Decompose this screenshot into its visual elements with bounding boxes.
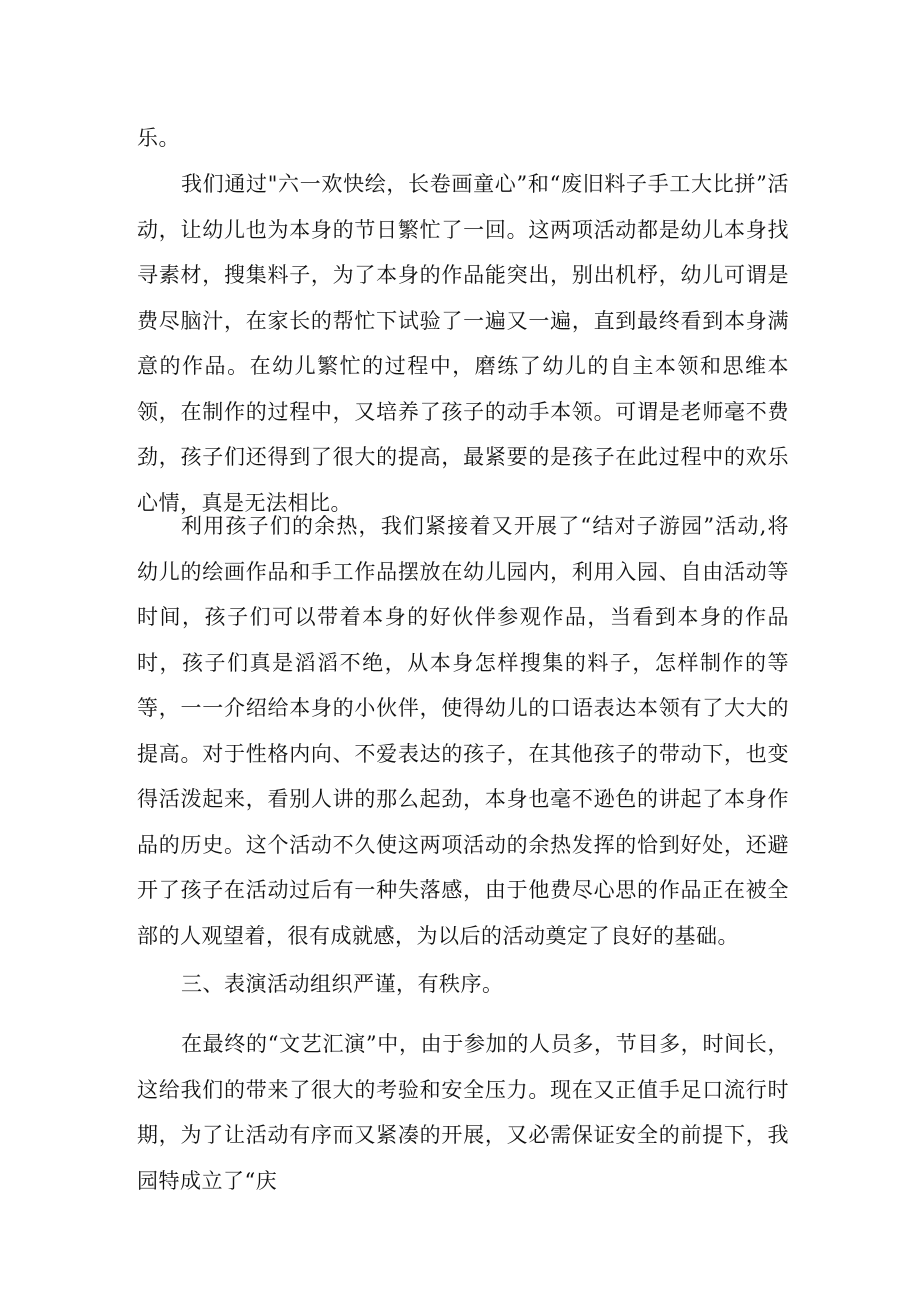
paragraph-art-performance: 在最终的“文艺汇演”中，由于参加的人员多，节目多，时间长，这给我们的带来了很大的考验和安全压力。现在又正值手足口流行时期，为了让活动有序而又紧凑的开展，又必需保证安全的前提下，我园特成立了“庆 xyxy=(137,1032,789,1193)
section-heading-performance: 三、表演活动组织严谨，有秩序。 xyxy=(181,972,504,996)
paragraph-activities-summary: 我们通过"六一欢快绘，长卷画童心”和“废旧料子手工大比拼”活动，让幼儿也为本身的节日繁忙了一回。这两项活动都是幼儿本身找寻素材，搜集料子，为了本身的作品能突出，别出机杼，幼儿可谓是费尽脑汁，在家长的帮忙下试验了一遍又一遍，直到最终看到本身满意的作品。在幼儿繁忙的过程中，磨练了幼儿的自主本领和思维本领，在制作的过程中，又培养了孩子的动手本领。可谓是老师毫不费劲，孩子们还得到了很大的提高，最紧要的是孩子在此过程中的欢乐心情，真是无法相比。 xyxy=(137,172,789,515)
paragraph-pairing-garden-activity: 利用孩子们的余热，我们紧接着又开展了“结对子游园”活动,将幼儿的绘画作品和手工作品摆放在幼儿园内，利用入园、自由活动等时间，孩子们可以带着本身的好伙伴参观作品，当看到本身的作品时，孩子们真是滔滔不绝，从本身怎样搜集的料子，怎样制作的等等，一一介绍给本身的小伙伴，使得幼儿的口语表达本领有了大大的提高。对于性格内向、不爱表达的孩子，在其他孩子的带动下，也变得活泼起来，看别人讲的那么起劲，本身也毫不逊色的讲起了本身作品的历史。这个活动不久使这两项活动的余热发挥的恰到好处，还避开了孩子在活动过后有一种失落感，由于他费尽心思的作品正在被全部的人观望着，很有成就感，为以后的活动奠定了良好的基础。 xyxy=(137,514,789,948)
paragraph-continuation: 乐。 xyxy=(137,126,180,150)
